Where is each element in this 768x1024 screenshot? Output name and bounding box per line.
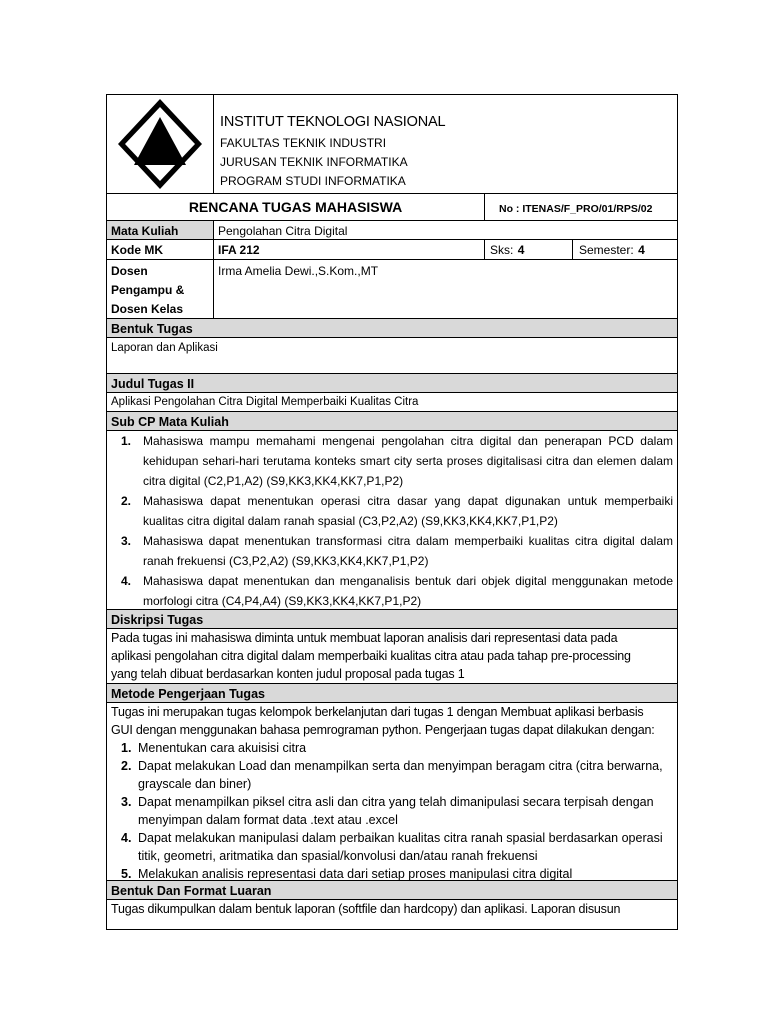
list-number: 4. — [121, 831, 132, 845]
sub-cp-header-row — [107, 412, 677, 431]
course-name-label-cell — [107, 221, 213, 239]
course-name-value: Pengolahan Citra Digital — [218, 224, 348, 238]
metode-steps-list — [111, 739, 673, 883]
list-item — [111, 829, 673, 865]
list-text: Menentukan cara akuisisi citra — [138, 741, 307, 755]
sks-label: Sks: — [490, 243, 514, 257]
form-number: No : ITENAS/F_PRO/01/RPS/02 — [499, 203, 653, 215]
lecturer-value-cell — [213, 260, 677, 318]
luaran-value: Tugas dikumpulkan dalam bentuk laporan (softfile dan hardcopy) dan aplikasi. Laporan disusun — [111, 902, 621, 916]
list-text: Dapat melakukan Load dan menampilkan serta dan menyimpan beragam citra (citra berwarna, — [138, 759, 663, 773]
list-item — [111, 739, 673, 757]
list-text: grayscale dan biner) — [138, 777, 252, 791]
list-text: Mahasiswa dapat menentukan operasi citra dasar yang dapat digunakan untuk memperbaiki kualitas citra digital dalam ranah spasial (C3,P2,A2) (S9,KK3,KK4,KK7,P1,P2) — [143, 494, 673, 528]
metode-header: Metode Pengerjaan Tugas — [111, 687, 265, 701]
course-code-label: Kode MK — [111, 243, 163, 257]
faculty-name: FAKULTAS TEKNIK INDUSTRI — [220, 136, 387, 150]
course-name-row — [107, 221, 677, 240]
semester-value: 4 — [638, 243, 645, 257]
course-code-value: IFA 212 — [218, 243, 260, 257]
list-number: 1. — [121, 434, 132, 448]
sks-value: 4 — [517, 243, 525, 257]
list-text: titik, geometri, aritmatika dan spasial/konvolusi dan/atau ranah frekuensi — [138, 849, 538, 863]
institution-text — [213, 95, 677, 193]
list-item — [111, 757, 673, 793]
institution-header — [107, 95, 677, 194]
lecturer-label-line-1: Dosen — [111, 264, 148, 278]
judul-tugas-value-row — [107, 393, 677, 412]
list-item — [107, 491, 673, 531]
list-number: 4. — [121, 574, 132, 588]
metode-header-row — [107, 684, 677, 703]
list-text: menyimpan dalam format data .text atau .excel — [138, 813, 398, 827]
judul-tugas-header: Judul Tugas II — [111, 377, 195, 391]
lecturer-label-line-2: Pengampu & — [111, 283, 185, 297]
list-number: 2. — [121, 759, 132, 773]
luaran-header-row — [107, 881, 677, 900]
department-name: JURUSAN TEKNIK INFORMATIKA — [220, 155, 408, 169]
semester-cell — [572, 240, 677, 259]
form-title: RENCANA TUGAS MAHASISWA — [188, 199, 403, 215]
logo-cell — [107, 95, 213, 193]
course-code-label-cell — [107, 240, 213, 259]
sks-cell — [484, 240, 572, 259]
sub-cp-list — [107, 431, 677, 611]
judul-tugas-header-row — [107, 374, 677, 393]
bentuk-tugas-value: Laporan dan Aplikasi — [111, 342, 218, 354]
lecturer-value: Irma Amelia Dewi.,S.Kom.,MT — [218, 264, 379, 278]
list-text: Mahasiswa mampu memahami mengenai pengolahan citra digital dan penerapan PCD dalam kehidupan sehari-hari terutama konteks smart city serta proses digitalisasi citra dan elemen dalam citra digital (C2,P1,A2) (S9,KK3,KK4,KK7,P1,P2) — [143, 434, 673, 488]
course-code-row — [107, 240, 677, 260]
form-title-row — [107, 194, 677, 221]
bentuk-tugas-value-row — [107, 338, 677, 374]
list-item — [107, 571, 673, 611]
bentuk-tugas-header-row — [107, 319, 677, 338]
list-text: Melakukan analisis representasi data dari setiap proses manipulasi citra digital — [138, 867, 573, 881]
luaran-body-row — [107, 900, 677, 929]
metode-body-row — [107, 703, 677, 881]
list-number: 2. — [121, 494, 132, 508]
institution-name: INSTITUT TEKNOLOGI NASIONAL — [220, 114, 446, 130]
list-number: 1. — [121, 741, 132, 755]
lecturer-label-line-3: Dosen Kelas — [111, 302, 184, 316]
form-title-cell — [107, 194, 484, 220]
diskripsi-header: Diskripsi Tugas — [111, 613, 204, 627]
lecturer-label-cell — [107, 260, 213, 318]
list-number: 3. — [121, 795, 132, 809]
course-name-label: Mata Kuliah — [111, 224, 179, 238]
course-name-value-cell — [213, 221, 677, 239]
list-text: Dapat melakukan manipulasi dalam perbaikan kualitas citra ranah spasial berdasarkan operasi — [138, 831, 663, 845]
list-item — [107, 531, 673, 571]
list-number: 3. — [121, 534, 132, 548]
form-number-cell — [484, 194, 677, 220]
sub-cp-list-row — [107, 431, 677, 610]
diskripsi-line: yang telah dibuat berdasarkan konten judul proposal pada tugas 1 — [111, 667, 465, 681]
diskripsi-line: aplikasi pengolahan citra digital dalam memperbaiki kualitas citra atau pada tahap pre-processing — [111, 649, 631, 663]
metode-intro-line: GUI dengan menggunakan bahasa pemrograman python. Pengerjaan tugas dapat dilakukan dengan: — [111, 723, 655, 737]
sub-cp-header: Sub CP Mata Kuliah — [111, 415, 229, 429]
list-text: Mahasiswa dapat menentukan transformasi citra dalam memperbaiki kualitas citra digital dalam ranah frekuensi (C3,P2,A2) (S9,KK3,KK4,KK7,P1,P2) — [143, 534, 673, 568]
diskripsi-line: Pada tugas ini mahasiswa diminta untuk membuat laporan analisis dari representasi data pada — [111, 631, 618, 645]
semester-label: Semester: — [579, 243, 634, 257]
list-number: 5. — [121, 867, 132, 881]
lecturer-row — [107, 260, 677, 319]
diskripsi-header-row — [107, 610, 677, 629]
course-code-value-cell — [213, 240, 484, 259]
assignment-plan-document — [106, 94, 678, 930]
bentuk-tugas-header: Bentuk Tugas — [111, 322, 193, 336]
program-name: PROGRAM STUDI INFORMATIKA — [220, 174, 406, 188]
list-item — [111, 793, 673, 829]
luaran-header: Bentuk Dan Format Luaran — [111, 884, 272, 898]
list-text: Mahasiswa dapat menentukan dan menganalisis bentuk dari objek digital menggunakan metode morfologi citra (C4,P4,A4) (S9,KK3,KK4,KK7,P1,P2) — [143, 574, 673, 608]
list-text: Dapat menampilkan piksel citra asli dan citra yang telah dimanipulasi secara terpisah dengan — [138, 795, 654, 809]
diskripsi-body-row — [107, 629, 677, 684]
itenas-logo-icon — [107, 95, 213, 193]
metode-intro-line: Tugas ini merupakan tugas kelompok berkelanjutan dari tugas 1 dengan Membuat aplikasi berbasis — [111, 705, 644, 719]
list-item — [107, 431, 673, 491]
judul-tugas-value: Aplikasi Pengolahan Citra Digital Memperbaiki Kualitas Citra — [111, 396, 419, 408]
